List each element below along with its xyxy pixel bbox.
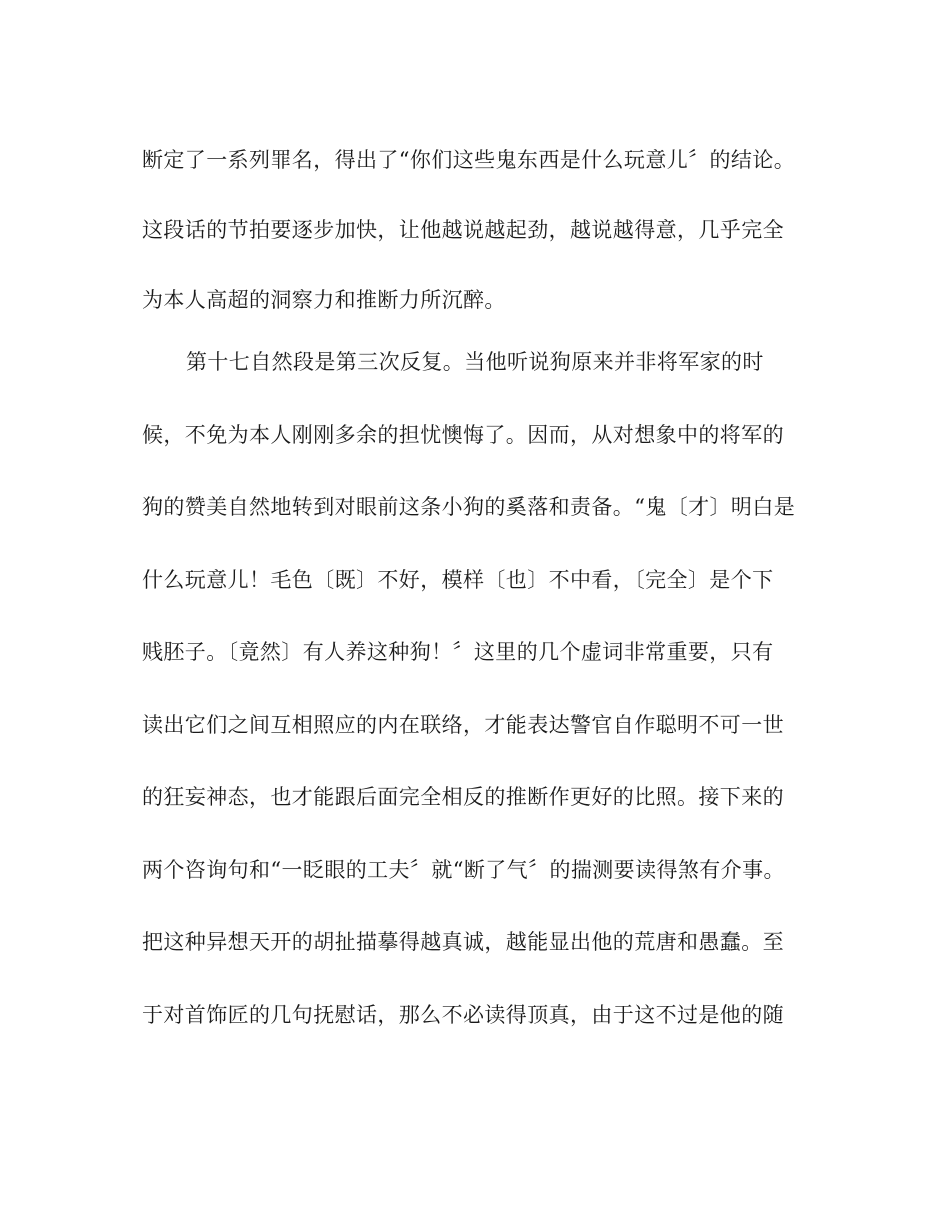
text-line: 读出它们之间互相照应的内在联络，才能表达警官自作聪明不可一世 [142,713,784,737]
text-line: 于对首饰匠的几句抚慰话，那么不必读得顶真，由于这不过是他的随 [142,1003,784,1027]
text-line: 贱胚子。〔竟然〕有人养这种狗！〞这里的几个虚词非常重要，只有 [142,640,774,664]
text-line: 为本人高超的洞察力和推断力所沉醉。 [142,288,506,312]
text-line: 把这种异想天开的胡扯描摹得越真诚，越能显出他的荒唐和愚蠢。至 [142,930,784,954]
text-line: 这段话的节拍要逐步加快，让他越说越起劲，越说越得意，几乎完全 [142,218,784,242]
text-line: 候，不免为本人刚刚多余的担忧懊悔了。因而，从对想象中的将军的 [142,423,784,447]
text-line: 狗的赞美自然地转到对眼前这条小狗的奚落和责备。“鬼〔才〕明白是 [142,495,796,519]
text-line: 断定了一系列罪名，得出了“你们这些鬼东西是什么玩意儿〞的结论。 [142,148,796,172]
text-line: 的狂妄神态，也才能跟后面完全相反的推断作更好的比照。接下来的 [142,785,784,809]
text-line: 什么玩意儿！毛色〔既〕不好，模样〔也〕不中看，〔完全〕是个下 [142,568,774,592]
text-line: 两个咨询句和“一眨眼的工夫〞就“断了气〞的揣测要读得煞有介事。 [142,858,785,882]
paragraph-first-line: 第十七自然段是第三次反复。当他听说狗原来并非将军家的时 [186,350,764,374]
